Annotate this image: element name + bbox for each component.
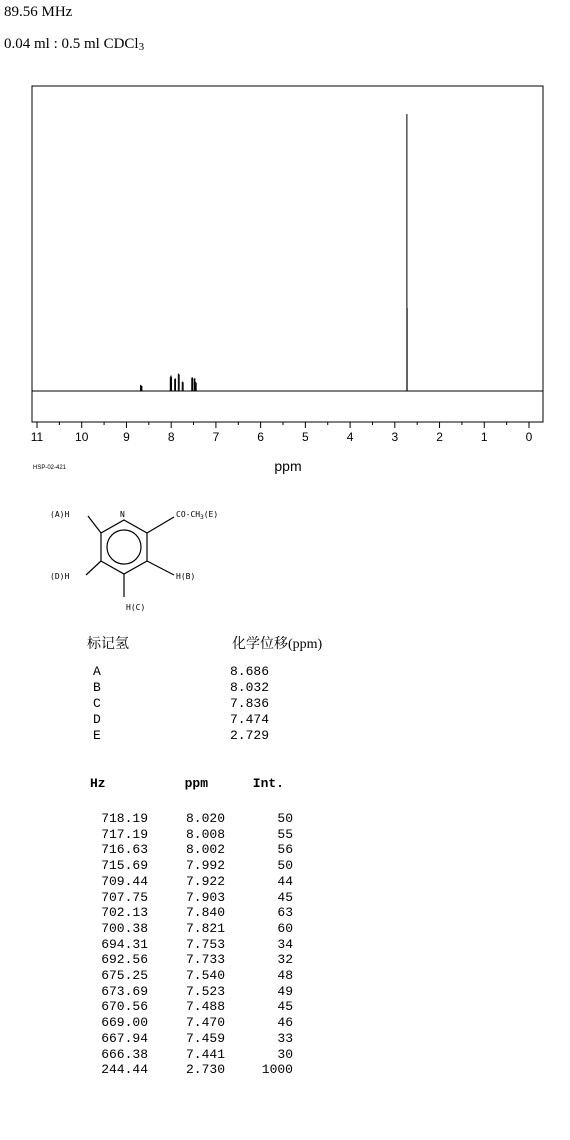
x-tick-label: 2 [436, 430, 443, 444]
peak-int: 48 [277, 968, 293, 984]
peak-int: 1000 [261, 1062, 293, 1078]
shift-label: E [93, 728, 101, 743]
peak-row [90, 984, 293, 1000]
x-tick-label: 10 [75, 430, 89, 444]
x-tick-label: 8 [167, 430, 175, 444]
x-tick-label: 0 [525, 430, 533, 444]
label-n: N [120, 510, 125, 519]
peak-hz: 673.69 [101, 983, 148, 999]
peak-ppm: 7.523 [185, 983, 225, 999]
shift-label: C [93, 696, 101, 711]
aromatic-circle [107, 530, 141, 564]
peak-hz: 709.44 [101, 873, 148, 889]
peak-table-header [90, 776, 284, 791]
sample-ratio: 0.04 ml : 0.5 ml CDCl [4, 36, 139, 52]
peak-row [90, 1031, 293, 1047]
peak-int: 45 [277, 999, 293, 1015]
shift-row [93, 680, 269, 696]
x-tick-label: 7 [212, 430, 220, 444]
shift-value: 2.729 [230, 728, 270, 743]
peak-row [90, 1047, 293, 1063]
peak-row [90, 858, 293, 874]
peak-row [90, 827, 293, 843]
peak-hz: 716.63 [101, 842, 148, 858]
header-int: Int. [252, 776, 284, 791]
peak-hz: 692.56 [101, 952, 148, 968]
peak-int: 49 [277, 983, 293, 999]
peak-row [90, 952, 293, 968]
plot-frame [32, 86, 543, 422]
peak-ppm: 7.459 [185, 1030, 225, 1046]
x-tick-label: 11 [30, 430, 44, 444]
sample-subscript: 3 [138, 41, 145, 53]
peak-row [90, 811, 293, 827]
peak-int: 55 [277, 826, 293, 842]
label-e-tag: (E) [203, 510, 219, 519]
header-hz: Hz [90, 776, 106, 791]
peak-int: 60 [277, 920, 293, 936]
shift-header-label: 标记氢 [87, 637, 129, 652]
label-e [176, 510, 218, 521]
shift-label: B [93, 680, 101, 695]
label-e-sub: 3 [200, 514, 204, 521]
peak-hz: 707.75 [101, 889, 148, 905]
x-tick-label: 9 [123, 430, 130, 444]
peak-row [90, 1015, 293, 1031]
peak-ppm: 7.441 [185, 1046, 225, 1062]
peak-int: 30 [277, 1046, 293, 1062]
label-c: H(C) [126, 603, 146, 612]
shift-value: 8.032 [230, 680, 270, 695]
peak-row [90, 999, 293, 1015]
peak-hz: 675.25 [101, 968, 148, 984]
peak-row [90, 842, 293, 858]
peak-ppm: 8.008 [185, 826, 225, 842]
peak-int: 33 [277, 1030, 293, 1046]
peak-ppm: 7.922 [185, 873, 225, 889]
shift-value: 8.686 [230, 664, 270, 679]
peak-int: 45 [277, 889, 293, 905]
shift-row [93, 696, 269, 712]
peak-row [90, 1062, 293, 1078]
bond-b [147, 561, 174, 575]
peak-ppm: 8.020 [185, 811, 225, 826]
peak-ppm: 7.992 [185, 858, 225, 874]
peak-hz: 694.31 [101, 936, 148, 952]
x-axis-label: ppm [274, 458, 302, 474]
peak-ppm: 7.733 [185, 952, 225, 968]
peak-hz: 669.00 [101, 1015, 148, 1031]
bond-e [147, 517, 174, 533]
molecule-structure [40, 500, 280, 620]
peak-int: 46 [277, 1015, 293, 1031]
label-a: (A)H [50, 510, 70, 519]
peak-row [90, 874, 293, 890]
peak-hz: 718.19 [101, 811, 148, 826]
peak-row [90, 905, 293, 921]
peak-int: 44 [277, 873, 293, 889]
peak-hz: 717.19 [101, 826, 148, 842]
peak-ppm: 8.002 [185, 842, 225, 858]
spectrum-peaks [140, 114, 407, 391]
label-b: H(B) [176, 572, 196, 581]
x-axis-ticks [37, 422, 529, 428]
shift-label: A [93, 664, 101, 679]
peak-int: 50 [277, 858, 293, 874]
label-d: (D)H [50, 572, 70, 581]
peak-table [90, 811, 293, 1078]
peak-ppm: 2.730 [185, 1062, 225, 1078]
peak-ppm: 7.903 [185, 889, 225, 905]
peak-hz: 244.44 [101, 1062, 148, 1078]
x-tick-label: 1 [480, 430, 488, 444]
peak-hz: 667.94 [101, 1030, 148, 1046]
x-tick-label: 5 [302, 430, 309, 444]
peak-int: 50 [277, 811, 293, 826]
peak-ppm: 7.753 [185, 936, 225, 952]
peak-hz: 715.69 [101, 858, 148, 874]
peak-ppm: 7.488 [185, 999, 225, 1015]
sample-description [4, 36, 144, 53]
peak-int: 63 [277, 905, 293, 921]
peak-row [90, 921, 293, 937]
peak-row [90, 968, 293, 984]
peak-hz: 666.38 [101, 1046, 148, 1062]
nmr-spectrum-chart [0, 80, 570, 480]
pyridine-ring [101, 520, 147, 574]
shift-row [93, 712, 269, 728]
peak-hz: 700.38 [101, 920, 148, 936]
spectrometer-frequency: 89.56 MHz [4, 4, 73, 20]
shift-value: 7.474 [230, 712, 270, 727]
bond-a [88, 516, 101, 533]
shift-value: 7.836 [230, 696, 270, 711]
x-tick-label: 4 [346, 430, 354, 444]
peak-hz: 670.56 [101, 999, 148, 1015]
x-tick-label: 6 [257, 430, 264, 444]
shift-label: D [93, 712, 101, 727]
header-ppm: ppm [184, 776, 208, 791]
spectrum-code: HSP-02-421 [33, 465, 67, 471]
peak-ppm: 7.470 [185, 1015, 225, 1031]
peak-row [90, 937, 293, 953]
peak-int: 32 [277, 952, 293, 968]
peak-row [90, 890, 293, 906]
x-tick-label: 3 [391, 430, 399, 444]
peak-int: 34 [277, 936, 293, 952]
label-e-group: CO-CH [176, 510, 201, 519]
peak-ppm: 7.821 [185, 920, 225, 936]
shift-header-shift: 化学位移(ppm) [232, 637, 323, 652]
bond-d [86, 561, 101, 575]
shift-row [93, 664, 269, 680]
peak-ppm: 7.540 [185, 968, 225, 984]
x-axis-tick-labels [31, 430, 533, 444]
peak-int: 56 [277, 842, 293, 858]
shift-row [93, 728, 269, 744]
shift-table [93, 664, 269, 744]
peak-ppm: 7.840 [185, 905, 225, 921]
peak-hz: 702.13 [101, 905, 148, 921]
